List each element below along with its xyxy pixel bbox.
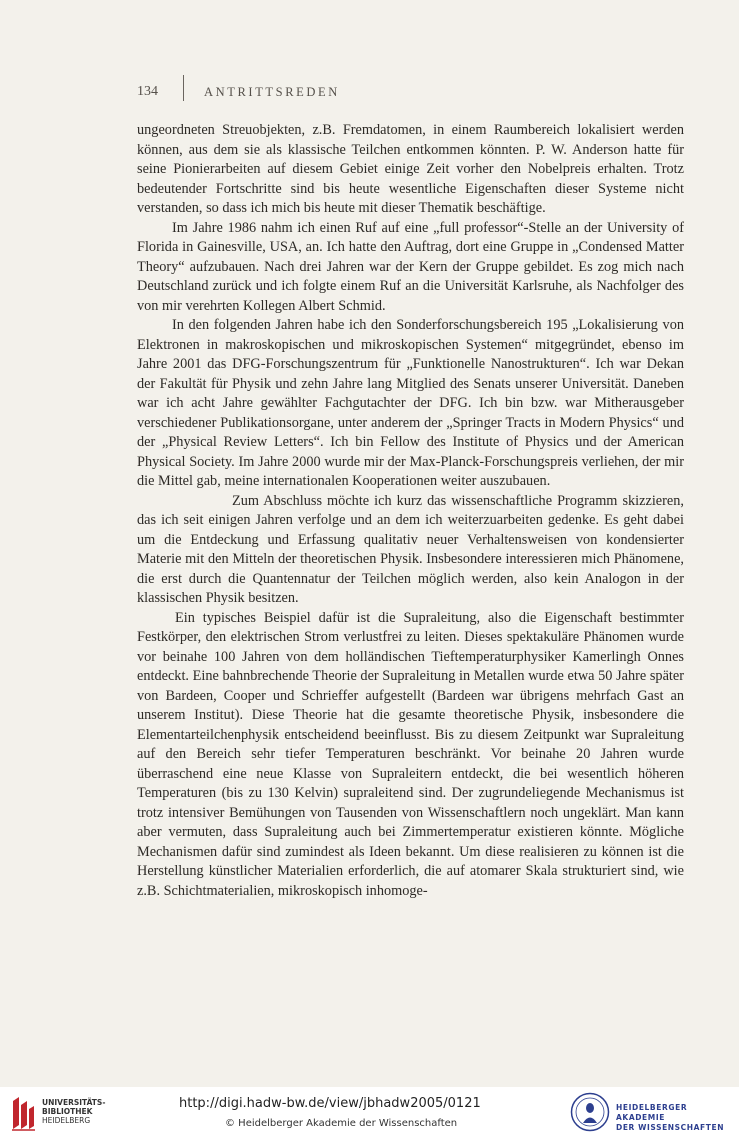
page-number: 134 [137, 84, 158, 99]
paragraph-1: ungeordneten Streuobjekten, z.B. Fremdatomen, in einem Raumbereich lokalisiert werden können, aus dem sie als klassische Teilchen entkommen könnten. P. W. Anderson hatte für seine Pionierarbeiten auf diesem Gebiet einige Zeit vorher den Nobelpreis erhalten. Trotz bedeutender Fortschritte sind bis heute wesentliche Eigenschaften dieser Systeme nicht verstanden, so dass ich mich bis heute mit dieser Thematik beschäftige. [137, 122, 684, 216]
paragraph-4: Zum Abschluss möchte ich kurz das wissenschaftliche Programm skizzieren, das ich seit einigen Jahren verfolge und an dem ich weiterzuarbeiten gedenke. Es geht dabei um die Entdeckung und Erfassung qualitativ neuer Verhaltensweisen von kondensierter Materie mit den Mitteln der theoretischen Physik. Insbesondere interessieren mich Phänomene, die erst durch die Quantennatur der Teilchen möglich werden, also kein Analogon in der klassischen Physik besitzen. [137, 492, 684, 606]
body-text [137, 121, 684, 901]
copyright-notice: © Heidelberger Akademie der Wissenschaften [225, 1118, 458, 1129]
university-library-logo-icon [10, 1095, 36, 1131]
academy-seal-icon [570, 1092, 610, 1132]
paragraph-3: In den folgenden Jahren habe ich den Sonderforschungsbereich 195 „Lokalisierung von Elektronen in makroskopischen und mikroskopischen Systemen“ mitgegründet, ebenso im Jahre 2001 das DFG-Forschungszentrum für „Funktionelle Nanostrukturen“. Ich war Dekan der Fakultät für Physik und zehn Jahre lang Mitglied des Senats unserer Universität. Daneben war ich acht Jahre gewählter Fachgutachter der DFG. Ich bin bzw. war Mitherausgeber verschiedener Publikationsorgane, unter anderem der „Springer Tracts in Modern Physics“ und der „Physical Review Letters“. Ich bin Fellow des Institute of Physics und der American Physical Society. Im Jahre 2000 wurde mir der Max-Planck-Forschungspreis verliehen, der mir die Mittel gab, meine internationalen Kooperationen weiter auszubauen. [137, 317, 684, 489]
paragraph-5: Ein typisches Beispiel dafür ist die Supraleitung, also die Eigenschaft bestimmter Festkörper, den elektrischen Strom verlustfrei zu leiten. Dieses spektakuläre Phänomen wurde vor beinahe 100 Jahren von dem holländischen Tieftemperaturphysiker Kamerlingh Onnes entdeckt. Eine bahnbrechende Theorie der Supraleitung in Metallen wurde etwa 50 Jahre später von Bardeen, Cooper und Schrieffer aufgestellt (Bardeen war übrigens mehrfach Gast an unserem Institut). Diese Theorie hat die gesamte theoretische Physik, insbesondere die Elementarteilchenphysik entscheidend beeinflusst. Bis zu diesem Zeitpunkt war Supraleitung auf den Bereich sehr tiefer Temperaturen beschränkt. Vor beinahe 20 Jahren wurde überraschend eine neue Klasse von Supraleitern entdeckt, die bei wesentlich höheren Temperaturen (bis zu 130 Kelvin) supraleitend sind. Der zugrundeliegende Mechanismus ist trotz intensiver Bemühungen von Tausenden von Wissenschaftlern noch ungeklärt. Man kann aber vermuten, dass Supraleitung auch bei Zimmertemperatur existieren könnte. Mögliche Mechanismen dafür sind zumindest als Ideen bekannt. Um diese realisieren zu können ist die Herstellung künstlicher Materialien erforderlich, die auf atomarer Skala strukturiert sind, wie z.B. Schichtmaterialien, mikroskopisch inhomoge- [137, 609, 684, 899]
header-divider [183, 75, 184, 101]
university-library-name: UNIVERSITÄTS- BIBLIOTHEK HEIDELBERG [42, 1098, 106, 1125]
academy-name: HEIDELBERGER AKADEMIE DER WISSENSCHAFTEN [616, 1103, 725, 1132]
running-title: ANTRITTSREDEN [204, 84, 340, 99]
running-head [137, 80, 340, 104]
digitization-footer [0, 1087, 739, 1141]
permalink-url[interactable]: http://digi.hadw-bw.de/view/jbhadw2005/0121 [179, 1096, 481, 1111]
paragraph-2: Im Jahre 1986 nahm ich einen Ruf auf eine „full professor“-Stelle an der University of Florida in Gainesville, USA, an. Ich hatte den Auftrag, dort eine Gruppe in „Condensed Matter Theory“ aufzubauen. Nach drei Jahren war der Kern der Gruppe gebildet. Es zog mich nach Deutschland zurück und ich folgte einem Ruf an die Universität Karlsruhe, als Nachfolger des von mir verehrten Kollegen Albert Schmid. [137, 219, 684, 314]
